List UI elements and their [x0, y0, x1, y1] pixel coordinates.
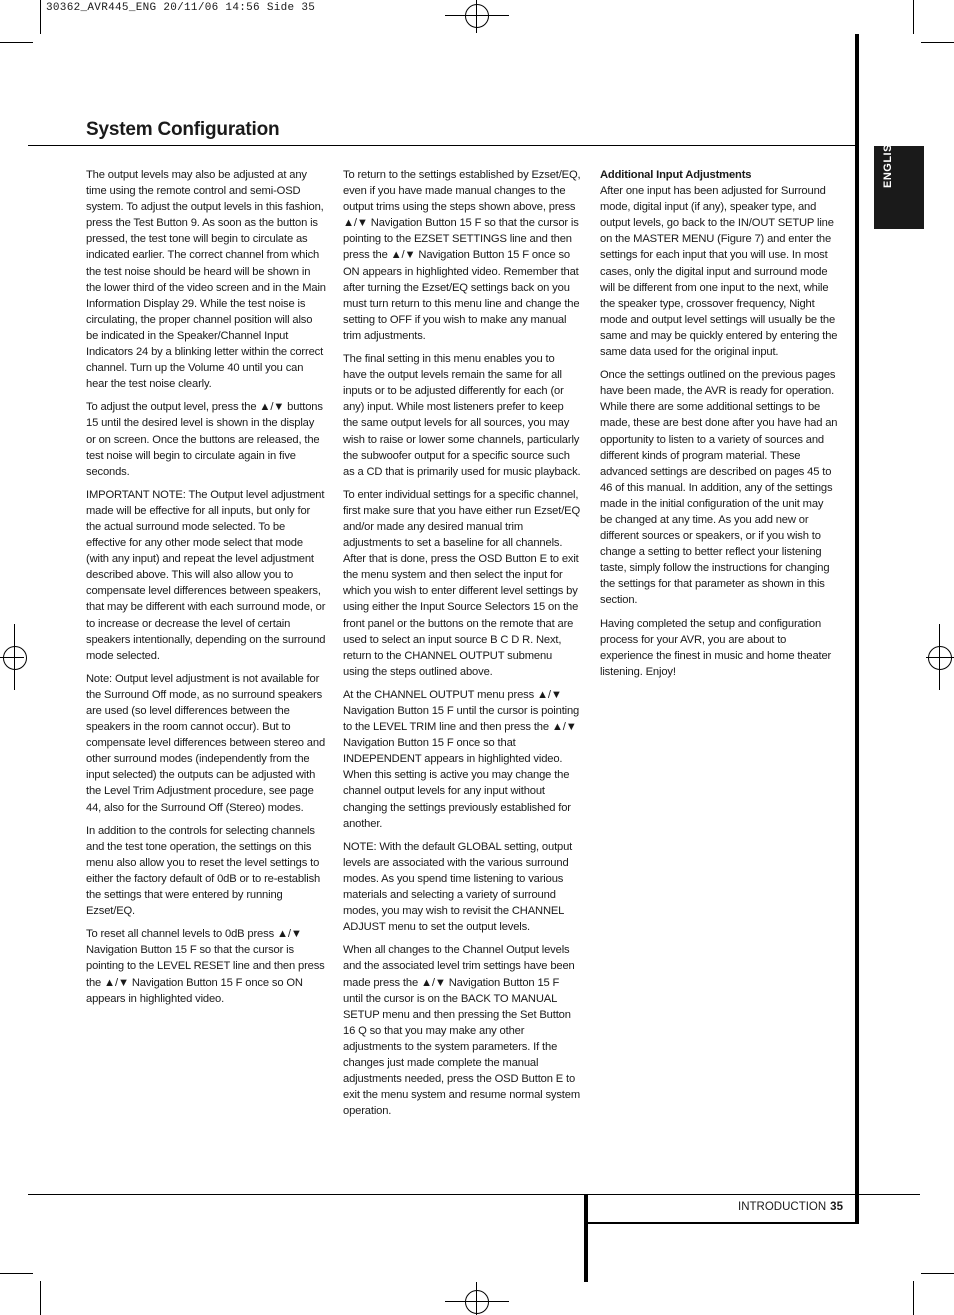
registration-mark: [476, 0, 477, 33]
paragraph: The output levels may also be adjusted at any time using the remote control and semi-OSD system. To adjust the output levels in this fashion, press the Test Button 9. As soon as the button is pressed, the test tone will begin to circulate as indicated earlier. The correct channel from which the test noise should be heard will be shown in the lower third of the video screen and in the Main Information Display 29. While the test noise is circulating, the proper channel position will also be indicated in the Speaker/Channel Input Indicators 24 by a blinking letter within the correct channel. Turn up the Volume 40 until you can hear the test noise clearly.: [86, 169, 326, 391]
footer-box-bottom: [584, 1222, 859, 1224]
registration-mark: [465, 1290, 489, 1314]
paragraph: To adjust the output level, press the ▲/▼ buttons 15 until the desired level is shown in the display or on screen. Once the buttons are released, the test noise will begin to circulate again in five seconds.: [86, 401, 323, 478]
paragraph: IMPORTANT NOTE: The Output level adjustment made will be effective for all inputs, but only for the actual surround mode selected. To be effective for any other mode select that mode (with any input) and repeat the level adjustment described above. This will also allow you to compensate level differences between speakers, that may be different with each surround mode, or to increase or decrease the level of certain speakers intentionally, depending on the surround mode selected.: [86, 488, 326, 662]
registration-mark: [14, 624, 15, 690]
page-footer: [738, 1201, 843, 1213]
column-3: [600, 167, 838, 687]
page-number: 35: [830, 1201, 843, 1213]
crop-mark: [40, 1281, 41, 1315]
crop-mark: [0, 1273, 33, 1274]
crop-mark: [913, 0, 914, 34]
paragraph: Having completed the setup and configuration process for your AVR, you are about to experience the finest in music and home theater listening. Enjoy!: [600, 617, 832, 678]
registration-mark: [476, 1282, 477, 1315]
paragraph: To return to the settings established by Ezset/EQ, even if you have made manual changes to the output trims using the steps shown above, press ▲/▼ Navigation Button 15 F so that the cursor is pointing to the EZSET SETTINGS line and then press the ▲/▼ Navigation Button 15 F once so ON appears in highlighted video. Remember that after turning the Ezset/EQ settings back on you must turn return to this menu line and change the setting to OFF if you wish to make any manual trim adjustments.: [343, 169, 581, 342]
paragraph: After one input has been adjusted for Surround mode, digital input (if any), speaker type, and output levels, go back to the IN/OUT SETUP line on the MASTER MENU (Figure 7) and enter the settings for each input that you will use. In most cases, only the digital input and surround mode will be different from one input to the next, while the speaker type, crossover frequency, Night mode and output level settings will usually be the same and may be quickly entered by entering the same data used for the original input.: [600, 185, 838, 359]
registration-mark: [465, 4, 489, 28]
page-title: System Configuration: [86, 119, 280, 140]
crop-mark: [921, 42, 954, 43]
paragraph: To reset all channel levels to 0dB press ▲/▼ Navigation Button 15 F so that the cursor is pointing to the LEVEL RESET line and then press the ▲/▼ Navigation Button 15 F once so ON appears in highlighted video.: [86, 928, 325, 1005]
footer-rule: [28, 1194, 920, 1195]
paragraph: To enter individual settings for a specific channel, first make sure that you have either run Ezset/EQ and/or made any desired manual trim adjustments to set a baseline for all channels. After that is done, press the OSD Button E to exit the menu system and then select the input for which you wish to enter different level settings by using either the Input Source Selectors 15 on the front panel or the buttons on the remote that are used to select an input source B C D R. Next, return to the CHANNEL OUTPUT submenu using the steps outlined above.: [343, 488, 581, 678]
registration-mark: [926, 657, 954, 658]
registration-mark: [445, 1301, 509, 1302]
crop-mark: [913, 1281, 914, 1315]
language-tab-label: ENGLISH: [882, 135, 894, 188]
crop-mark: [40, 0, 41, 34]
column-2: [343, 167, 581, 1126]
header-rule: [28, 145, 858, 146]
paragraph: Note: Output level adjustment is not available for the Surround Off mode, as no surround speakers are used (so level differences between the speakers in the room cannot occur). But to compensate level differences between stereo and other surround modes (independently from the input selected) the outputs can be adjusted with the Level Trim Adjustment procedure, see page 44, also for the Surround Off (Stereo) modes.: [86, 672, 326, 814]
right-margin-bar: [855, 34, 859, 1224]
paragraph: NOTE: With the default GLOBAL setting, output levels are associated with the various surround modes. As you spend time listening to various materials and selecting a variety of surround modes, you may wish to revisit the CHANNEL ADJUST menu to set the output levels.: [343, 840, 573, 934]
footer-box-left: [584, 1194, 588, 1282]
paragraph: In addition to the controls for selecting channels and the test tone operation, the settings on this menu also allow you to reset the level settings to either the factory default of 0dB or to re-establish the settings that were entered by running Ezset/EQ.: [86, 824, 321, 918]
paragraph: The final setting in this menu enables you to have the output levels remain the same for all inputs or to be adjusted differently for each (or any) input. While most listeners prefer to keep the same output levels for all sources, you may wish to raise or lower some channels, particularly the subwoofer output for a specific source such as a CD that is primarily used for music playback.: [343, 353, 581, 478]
column-1: [86, 167, 326, 1014]
paragraph: When all changes to the Channel Output levels and the associated level trim settings have been made press the ▲/▼ Navigation Button 15 F until the cursor is on the BACK TO MANUAL SETUP menu and then pressing the Set Button 16 Q so that you may make any other adjustments to the system parameters. If the changes just made complete the manual adjustments needed, press the OSD Button E to exit the menu system and resume normal system operation.: [343, 944, 580, 1118]
footer-section: INTRODUCTION: [738, 1201, 827, 1213]
registration-mark: [445, 15, 509, 16]
registration-mark: [939, 624, 940, 690]
crop-mark: [0, 42, 33, 43]
registration-mark: [3, 646, 27, 670]
section-heading: Additional Input Adjustments: [600, 169, 752, 181]
registration-mark: [0, 657, 24, 658]
paragraph: At the CHANNEL OUTPUT menu press ▲/▼ Navigation Button 15 F until the cursor is pointing to the LEVEL TRIM line and then press the ▲/▼ Navigation Button 15 F once so that INDEPENDENT appears in highlighted video. When this setting is active you may change the channel output levels for any input without changing the settings previously established for another.: [343, 688, 580, 830]
registration-mark: [928, 646, 952, 670]
paragraph: Once the settings outlined on the previous pages have been made, the AVR is ready for operation. While there are some additional settings to be made, these are best done after you have had an opportunity to listen to a variety of sources and different kinds of program material. These advanced settings are described on pages 45 to 46 of this manual. In addition, any of the settings made in the initial configuration of the unit may be changed at any time. As you add new or different sources or speakers, or if you wish to change a setting to better reflect your listening taste, simply follow the instructions for changing the settings for that parameter as shown in this section.: [600, 369, 838, 607]
print-slug: 30362_AVR445_ENG 20/11/06 14:56 Side 35: [46, 2, 316, 14]
crop-mark: [921, 1273, 954, 1274]
language-tab: [874, 135, 924, 229]
